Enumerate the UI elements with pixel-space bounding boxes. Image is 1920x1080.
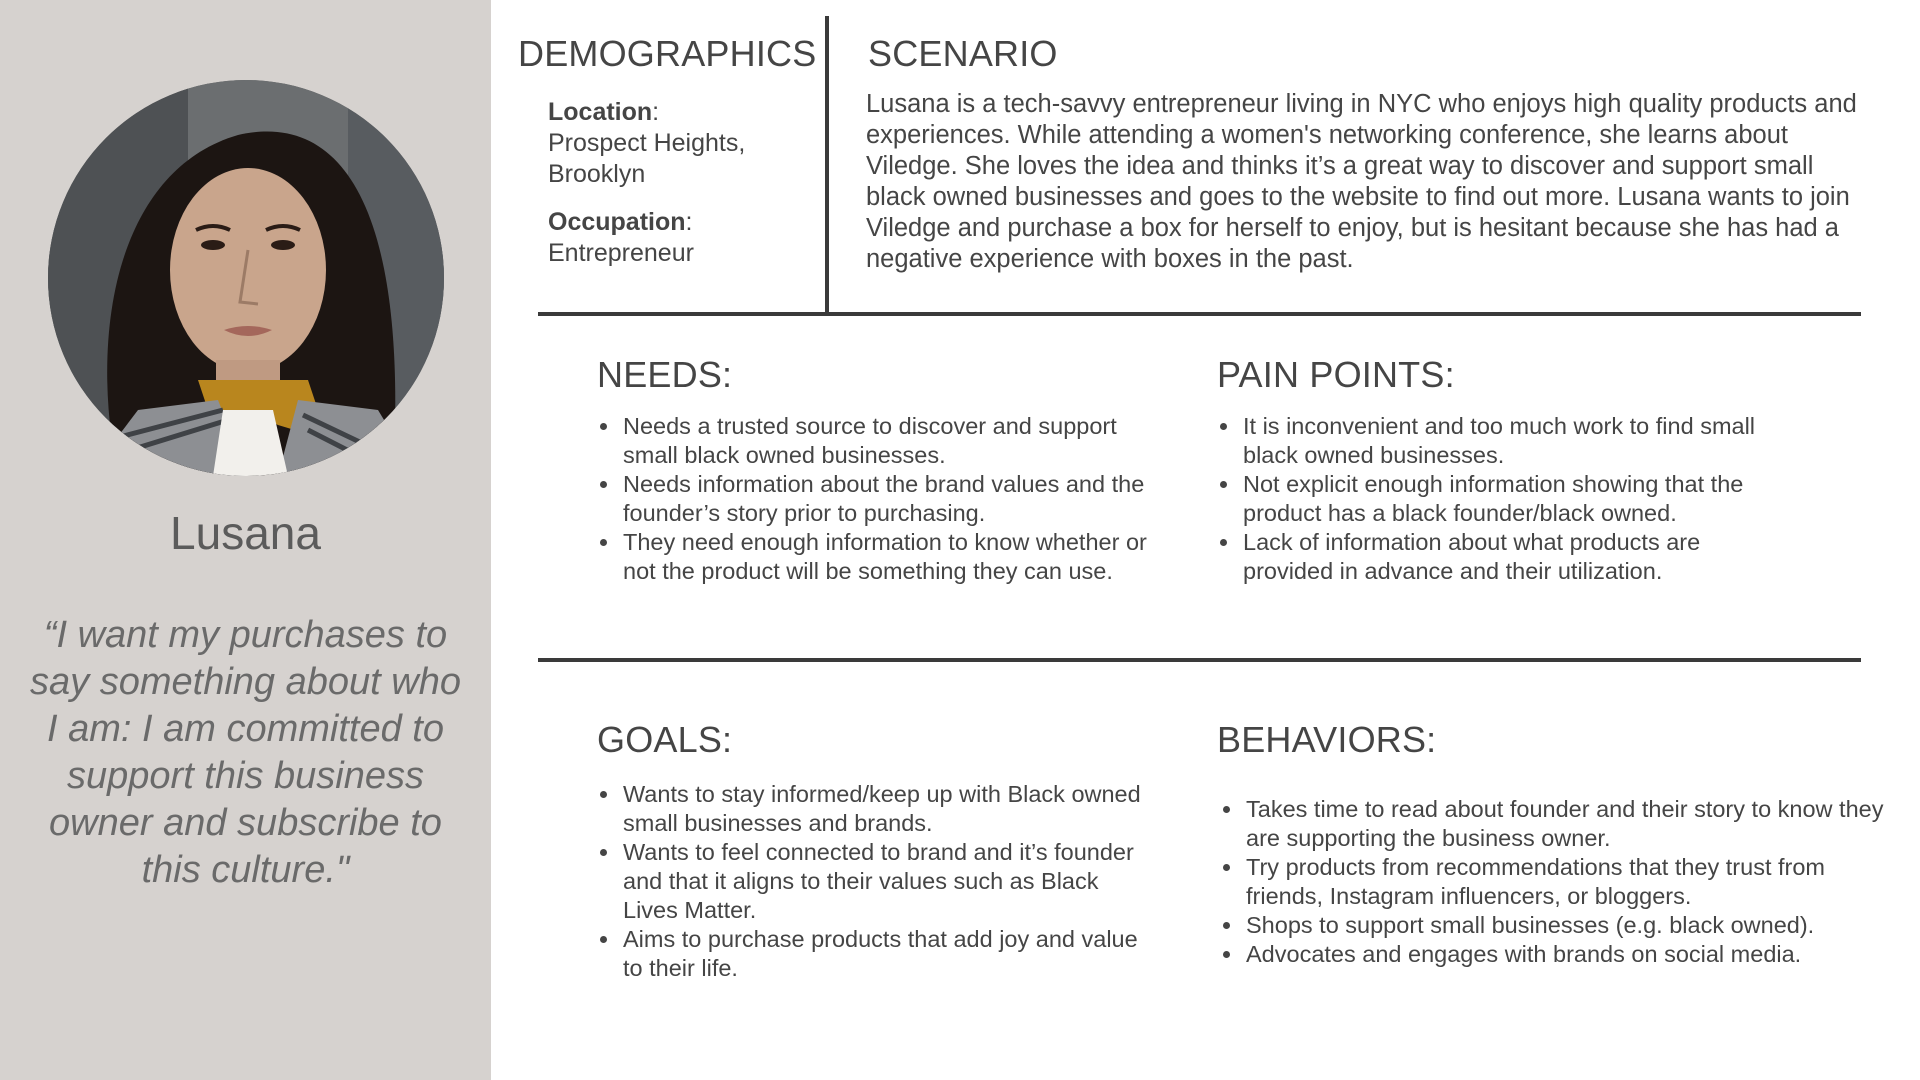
- location-colon: :: [652, 98, 660, 126]
- list-item: • Not explicit enough information showing that the product has a black founder/black owned.: [1241, 470, 1781, 528]
- needs-list: [597, 412, 1161, 586]
- list-item: • Advocates and engages with brands on social media.: [1244, 940, 1884, 969]
- location-value-line-2: Brooklyn: [548, 160, 646, 188]
- behaviors-list: [1220, 795, 1884, 969]
- location-label: Location: [548, 98, 653, 126]
- occupation-colon: :: [685, 208, 693, 236]
- list-item: • Shops to support small businesses (e.g. black owned).: [1244, 911, 1884, 940]
- scenario-title: SCENARIO: [868, 33, 1058, 74]
- demographics-title: DEMOGRAPHICS: [518, 33, 817, 74]
- list-item: • Needs a trusted source to discover and support small black owned businesses.: [621, 412, 1161, 470]
- goals-list: [597, 780, 1151, 983]
- vertical-divider: [825, 16, 829, 312]
- scenario-text: Lusana is a tech-savvy entrepreneur living in NYC who enjoys high quality products and experiences. While attending a women's networking conference, she learns about Viledge. She loves the idea and thinks it’s a great way to discover and support small black owned businesses and goes to the website to find out more. Lusana wants to join Viledge and purchase a box for herself to enjoy, but is hesitant because she has had a negative experience with boxes in the past.: [866, 90, 1857, 273]
- persona-quote: “I want my purchases to say something about who I am: I am committed to support this business owner and subscribe to this culture.": [30, 614, 461, 891]
- list-item: • Aims to purchase products that add joy and value to their life.: [621, 925, 1151, 983]
- occupation-value: Entrepreneur: [548, 239, 694, 267]
- list-item: • It is inconvenient and too much work to find small black owned businesses.: [1241, 412, 1781, 470]
- needs-title: NEEDS:: [597, 354, 733, 395]
- pain-points-list: [1217, 412, 1781, 586]
- avatar: [48, 80, 444, 476]
- occupation-block: [548, 207, 694, 269]
- list-item: • Lack of information about what products are provided in advance and their utilization.: [1241, 528, 1781, 586]
- horizontal-divider-top: [538, 312, 1861, 316]
- location-block: [548, 97, 745, 190]
- occupation-label: Occupation: [548, 208, 686, 236]
- pain-points-title: PAIN POINTS:: [1217, 354, 1455, 395]
- behaviors-title: BEHAVIORS:: [1217, 719, 1437, 760]
- list-item: • Wants to stay informed/keep up with Black owned small businesses and brands.: [621, 780, 1151, 838]
- persona-name: Lusana: [170, 507, 321, 559]
- list-item: • Takes time to read about founder and their story to know they are supporting the business owner.: [1244, 795, 1884, 853]
- horizontal-divider-bottom: [538, 658, 1861, 662]
- list-item: • Wants to feel connected to brand and it’s founder and that it aligns to their values such as Black Lives Matter.: [621, 838, 1151, 925]
- profile-panel: [0, 0, 491, 1080]
- avatar-photo: [48, 80, 444, 476]
- goals-title: GOALS:: [597, 719, 733, 760]
- list-item: • Try products from recommendations that they trust from friends, Instagram influencers, or bloggers.: [1244, 853, 1884, 911]
- location-value-line-1: Prospect Heights,: [548, 129, 746, 157]
- list-item: • Needs information about the brand values and the founder’s story prior to purchasing.: [621, 470, 1161, 528]
- list-item: • They need enough information to know whether or not the product will be something they can use.: [621, 528, 1161, 586]
